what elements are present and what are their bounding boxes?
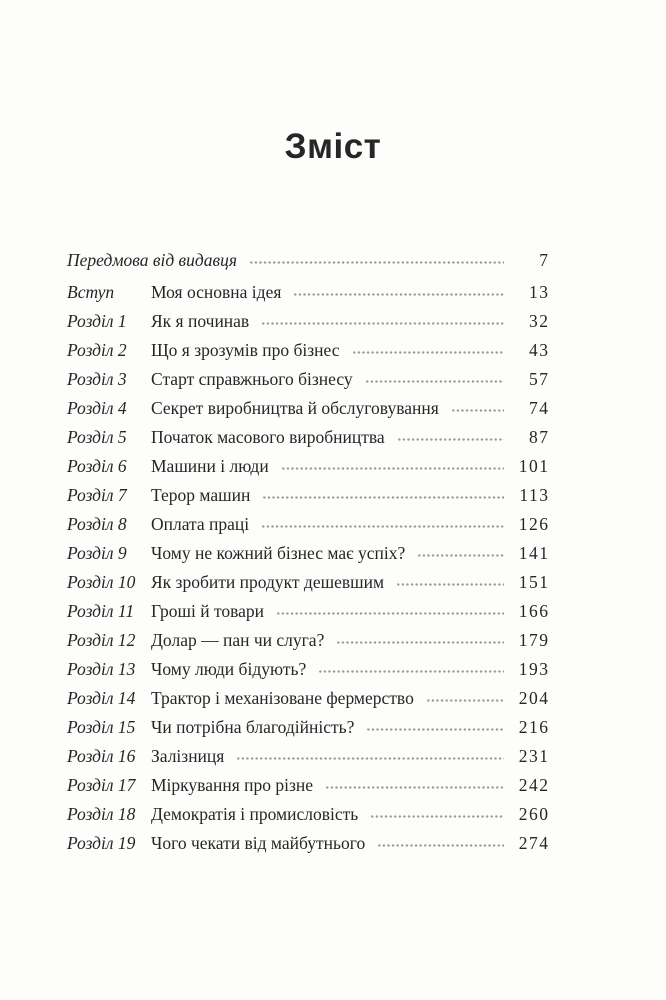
dotted-leader bbox=[365, 380, 504, 383]
dotted-leader bbox=[352, 351, 504, 354]
toc-row-title: Що я зрозумів про бізнес bbox=[151, 340, 340, 360]
toc-row-page-number: 179 bbox=[518, 630, 550, 650]
dotted-leader bbox=[336, 641, 503, 644]
toc-row bbox=[67, 829, 548, 858]
toc-row-label: Розділ 19 bbox=[67, 833, 136, 853]
dotted-leader bbox=[377, 844, 503, 847]
toc-row-page-number: 87 bbox=[529, 427, 550, 447]
toc-row-page-number: 204 bbox=[518, 688, 550, 708]
toc-row-page-number: 242 bbox=[518, 775, 550, 795]
toc-row-page-number: 101 bbox=[518, 456, 550, 476]
page-title: Зміст bbox=[284, 127, 382, 166]
toc-row-title: Чого чекати від майбутнього bbox=[151, 833, 366, 853]
dotted-leader bbox=[281, 467, 504, 470]
dotted-leader bbox=[318, 670, 503, 673]
toc-row-label: Розділ 6 bbox=[67, 456, 127, 476]
toc-row-page-number: 126 bbox=[518, 514, 550, 534]
dotted-leader bbox=[249, 261, 504, 264]
toc-row-title: Гроші й товари bbox=[151, 601, 265, 621]
toc-row-title: Початок масового виробництва bbox=[151, 427, 385, 447]
toc-row-label: Розділ 10 bbox=[67, 572, 136, 592]
toc-row bbox=[67, 597, 548, 626]
toc-row-page-number: 13 bbox=[529, 282, 550, 302]
toc-row-label: Розділ 5 bbox=[67, 427, 127, 447]
toc-row-label: Розділ 1 bbox=[67, 311, 127, 331]
toc-row-page-number: 193 bbox=[518, 659, 550, 679]
toc-row-title: Залізниця bbox=[151, 746, 225, 766]
toc-row bbox=[67, 365, 548, 394]
toc-list bbox=[67, 246, 548, 858]
toc-row-page-number: 216 bbox=[518, 717, 550, 737]
toc-row bbox=[67, 626, 548, 655]
toc-row-page-number: 57 bbox=[529, 369, 550, 389]
toc-row-label: Розділ 15 bbox=[67, 717, 136, 737]
toc-row bbox=[67, 800, 548, 829]
toc-row-title: Міркування про різне bbox=[151, 775, 314, 795]
toc-row-title: Моя основна ідея bbox=[151, 282, 282, 302]
dotted-leader bbox=[396, 583, 503, 586]
toc-row bbox=[67, 742, 548, 771]
dotted-leader bbox=[293, 293, 503, 296]
dotted-leader bbox=[262, 496, 503, 499]
toc-row-label: Розділ 18 bbox=[67, 804, 136, 824]
dotted-leader bbox=[276, 612, 503, 615]
dotted-leader bbox=[236, 757, 503, 760]
toc-row bbox=[67, 423, 548, 452]
toc-row-page-number: 151 bbox=[518, 572, 550, 592]
toc-row-label: Розділ 9 bbox=[67, 543, 127, 563]
toc-row bbox=[67, 510, 548, 539]
toc-row-title: Оплата праці bbox=[151, 514, 250, 534]
toc-row-title: Секрет виробництва й обслуговування bbox=[151, 398, 439, 418]
toc-row-page-number: 260 bbox=[518, 804, 550, 824]
dotted-leader bbox=[261, 525, 503, 528]
dotted-leader bbox=[397, 438, 504, 441]
toc-row-label: Розділ 8 bbox=[67, 514, 127, 534]
toc-row bbox=[67, 655, 548, 684]
toc-row bbox=[67, 307, 548, 336]
toc-row-page-number: 74 bbox=[529, 398, 550, 418]
toc-row-title: Чи потрібна благодійність? bbox=[151, 717, 355, 737]
toc-row-title: Як зробити продукт дешевшим bbox=[151, 572, 385, 592]
toc-row bbox=[67, 246, 548, 275]
toc-row-label: Розділ 13 bbox=[67, 659, 136, 679]
toc-row-label: Розділ 11 bbox=[67, 601, 135, 621]
toc-row-title: Старт справжнього бізнесу bbox=[151, 369, 353, 389]
toc-row-label: Розділ 16 bbox=[67, 746, 136, 766]
toc-row-page-number: 7 bbox=[539, 250, 550, 270]
dotted-leader bbox=[325, 786, 503, 789]
dotted-leader bbox=[417, 554, 503, 557]
toc-row-title: Чому люди бідують? bbox=[151, 659, 307, 679]
toc-row-label: Розділ 3 bbox=[67, 369, 127, 389]
toc-row bbox=[67, 452, 548, 481]
dotted-leader bbox=[426, 699, 504, 702]
toc-row-page-number: 274 bbox=[518, 833, 550, 853]
toc-row bbox=[67, 713, 548, 742]
toc-row bbox=[67, 278, 548, 307]
toc-row-label: Розділ 2 bbox=[67, 340, 127, 360]
toc-row-title: Машини і люди bbox=[151, 456, 269, 476]
toc-row-page-number: 32 bbox=[529, 311, 550, 331]
toc-row-label: Розділ 7 bbox=[67, 485, 127, 505]
toc-row bbox=[67, 394, 548, 423]
toc-row-title: Терор машин bbox=[151, 485, 251, 505]
toc-row-title: Долар — пан чи слуга? bbox=[151, 630, 325, 650]
dotted-leader bbox=[261, 322, 503, 325]
toc-row bbox=[67, 539, 548, 568]
toc-row bbox=[67, 771, 548, 800]
toc-row bbox=[67, 336, 548, 365]
toc-row-page-number: 166 bbox=[518, 601, 550, 621]
toc-row-title: Демократія і промисловість bbox=[151, 804, 359, 824]
toc-row-label: Розділ 12 bbox=[67, 630, 136, 650]
toc-row-page-number: 231 bbox=[518, 746, 550, 766]
dotted-leader bbox=[451, 409, 504, 412]
toc-row-label: Розділ 17 bbox=[67, 775, 136, 795]
dotted-leader bbox=[366, 728, 503, 731]
toc-row-label: Передмова від видавця bbox=[67, 250, 237, 270]
toc-row-title: Як я починав bbox=[151, 311, 250, 331]
toc-row-page-number: 43 bbox=[529, 340, 550, 360]
toc-row bbox=[67, 568, 548, 597]
dotted-leader bbox=[370, 815, 503, 818]
toc-row-title: Чому не кожний бізнес має успіх? bbox=[151, 543, 406, 563]
toc-row-label: Розділ 4 bbox=[67, 398, 127, 418]
toc-row-label: Вступ bbox=[67, 282, 115, 302]
toc-row-title: Трактор і механізоване фермерство bbox=[151, 688, 414, 708]
toc-row bbox=[67, 481, 548, 510]
toc-row-label: Розділ 14 bbox=[67, 688, 136, 708]
toc-row-page-number: 141 bbox=[518, 543, 550, 563]
toc-row bbox=[67, 684, 548, 713]
toc-row-page-number: 113 bbox=[519, 485, 550, 505]
